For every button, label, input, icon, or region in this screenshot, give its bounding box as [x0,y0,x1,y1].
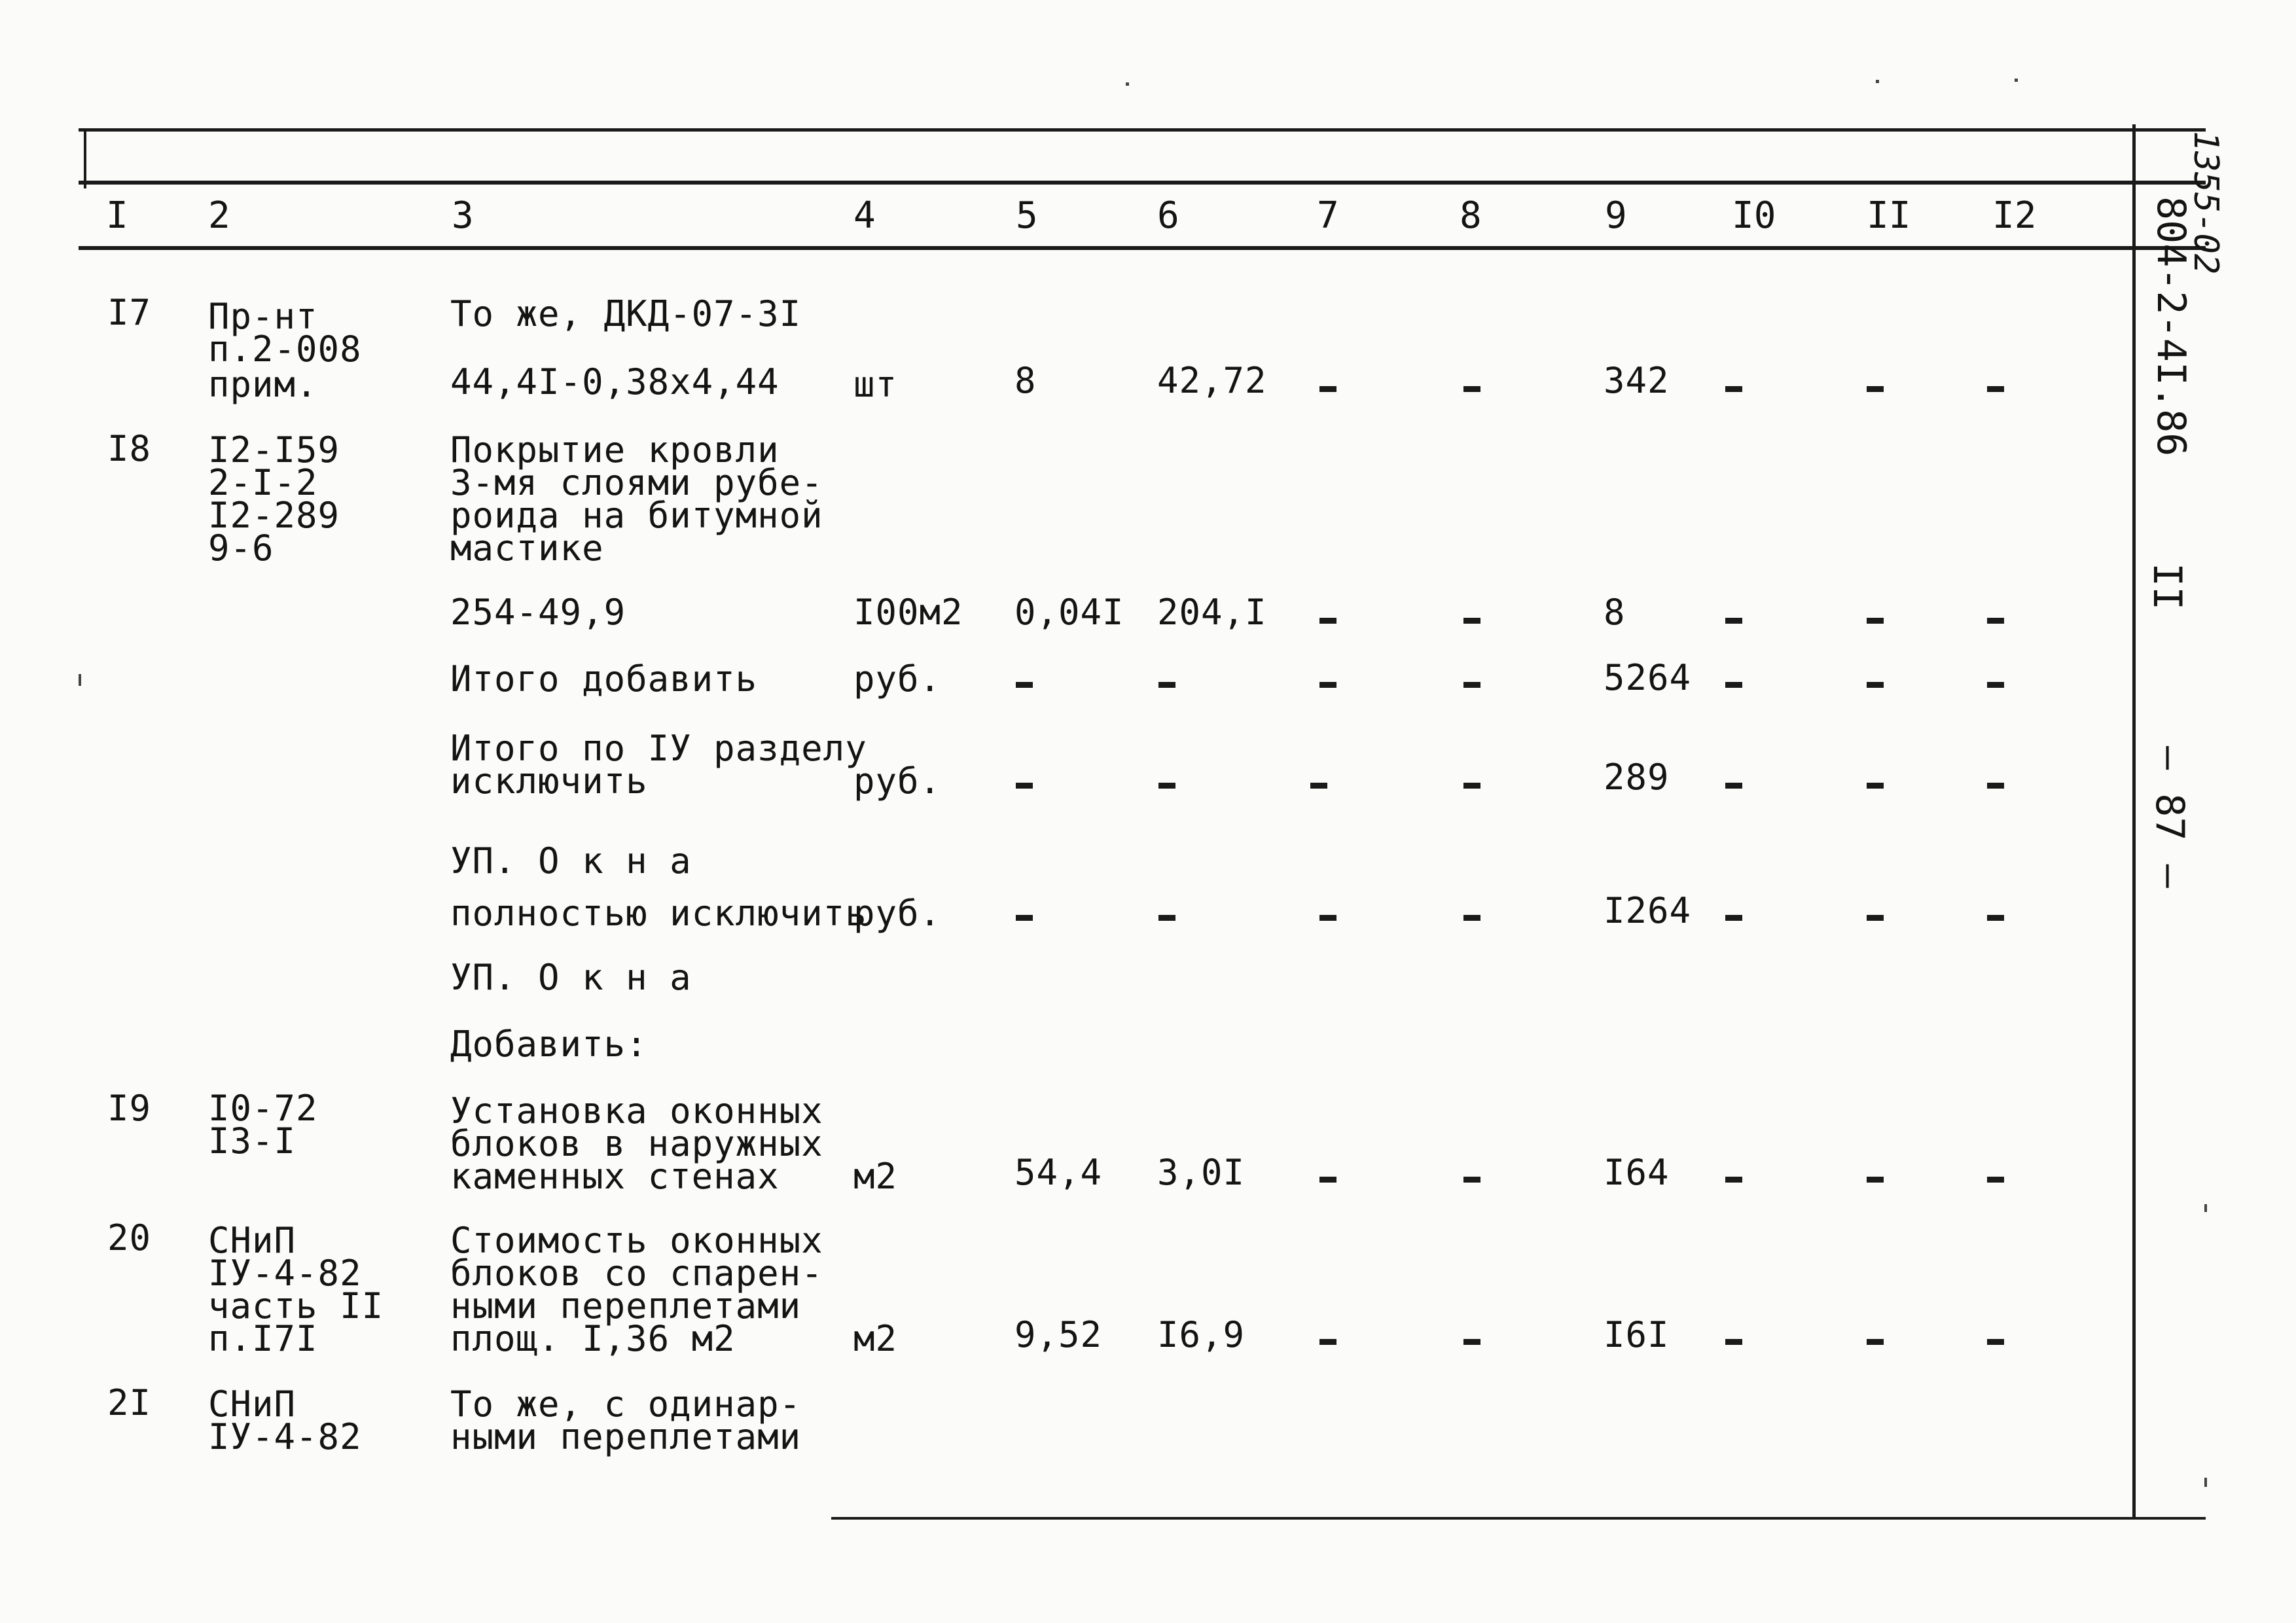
description-line: То же, ДКД-07-3I [450,293,802,334]
unit-cell: руб. [853,893,942,934]
value-col8-dash [1463,1339,1480,1345]
value-col6: 204,I [1157,592,1267,633]
code-line: I0-72 [208,1088,318,1129]
section-heading: УП. О к н а [450,840,692,882]
value-col9: 342 [1604,360,1670,401]
value-col8-dash [1463,386,1480,392]
value-col5: 54,4 [1014,1152,1103,1193]
description-line: ными переплетами [450,1285,802,1327]
value-col6-dash [1158,783,1175,789]
top-border-line [79,128,2206,132]
value-col9: 5264 [1604,657,1692,698]
col-header-10: I0 [1732,194,1776,237]
row-number: I7 [107,292,152,333]
value-col8-dash [1463,783,1480,789]
unit-cell: руб. [853,658,942,700]
value-col9: I6I [1604,1314,1670,1355]
value-col11-dash [1867,618,1884,624]
col-header-8: 8 [1460,194,1482,237]
document-code: 804-2-4I.86 [2148,196,2194,457]
value-col12-dash [1987,783,2004,789]
value-col12-dash [1987,915,2004,921]
value-col12-dash [1987,682,2004,688]
col-header-11: II [1867,194,1911,237]
code-line: СНиП [208,1220,296,1261]
description-line: блоков со спарен- [450,1253,823,1294]
value-col10-dash [1725,618,1742,624]
unit-cell: руб. [853,760,942,802]
value-col6: 42,72 [1157,360,1267,401]
right-margin-line [2132,124,2136,1518]
value-col7-dash [1319,682,1336,688]
description-line: 254-49,9 [450,592,626,633]
value-col10-dash [1725,386,1742,392]
scan-dot [1876,80,1879,83]
value-col11-dash [1867,386,1884,392]
section-heading: УП. О к н а [450,957,692,998]
value-col12-dash [1987,1339,2004,1345]
description-line: полностью исключить [450,893,867,934]
value-col9: 289 [1604,757,1670,798]
description-line: Покрытие кровли [450,429,780,471]
value-col10-dash [1725,783,1742,789]
scan-dot [2204,1478,2207,1487]
row-number: 2I [107,1382,152,1423]
value-col8-dash [1463,1177,1480,1183]
col-header-6: 6 [1157,194,1179,237]
value-col10-dash [1725,1339,1742,1345]
code-line: п.2-008 [208,329,362,370]
code-line: прим. [208,364,318,405]
scan-dot [79,674,81,686]
value-col11-dash [1867,1339,1884,1345]
value-col10-dash [1725,1177,1742,1183]
code-line: IУ-4-82 [208,1416,362,1457]
code-line: СНиП [208,1383,296,1425]
value-col7-dash [1319,386,1336,392]
sheet-marker: II [2144,563,2190,611]
value-col12-dash [1987,386,2004,392]
value-col8-dash [1463,618,1480,624]
unit-cell: м2 [853,1156,898,1197]
scan-dot [2204,1204,2207,1212]
value-col6: I6,9 [1157,1314,1246,1355]
scan-dot [2015,79,2018,82]
scan-dot [1126,82,1129,86]
value-col5: 0,04I [1014,592,1124,633]
value-col9: I64 [1604,1152,1670,1193]
description-line: Итого по IУ разделу [450,728,867,769]
add-heading: Добавить: [450,1024,648,1065]
value-col9: I264 [1604,890,1692,931]
description-line: роида на битумной [450,495,823,536]
value-col5-dash [1016,682,1033,688]
col-header-12: I2 [1992,194,2037,237]
code-line: I3-I [208,1120,296,1162]
value-col6-dash [1158,915,1175,921]
value-col8-dash [1463,682,1480,688]
col-header-7: 7 [1317,194,1339,237]
value-col8-dash [1463,915,1480,921]
value-col12-dash [1987,1177,2004,1183]
description-line: каменных стенах [450,1156,780,1197]
description-line: 3-мя слоями рубе- [450,462,823,503]
description-line: площ. I,36 м2 [450,1318,736,1359]
value-col11-dash [1867,915,1884,921]
description-line: Стоимость оконных [450,1220,823,1261]
row-number: 20 [107,1217,152,1258]
description-line: мастике [450,527,604,569]
value-col5-dash [1016,915,1033,921]
handwritten-code: 1355-02 [2186,131,2225,275]
value-col5: 9,52 [1014,1314,1103,1355]
description-line: 44,4I-0,38х4,44 [450,361,780,402]
code-line: I2-289 [208,495,340,536]
col-header-5: 5 [1016,194,1038,237]
value-col11-dash [1867,682,1884,688]
value-col5: 8 [1014,360,1037,401]
bottom-border-line [831,1517,2206,1520]
col-header-1: I [106,194,128,237]
description-line: исключить [450,760,648,802]
col-header-2: 2 [208,194,230,237]
value-col9: 8 [1604,592,1626,633]
col-header-3: 3 [452,194,474,237]
code-line: I2-I59 [208,429,340,471]
code-line: Пр-нт [208,296,318,337]
value-col7-dash [1319,1339,1336,1345]
row-number: I9 [107,1088,152,1129]
value-col12-dash [1987,618,2004,624]
header-top-line [79,181,2206,185]
value-col10-dash [1725,682,1742,688]
value-col11-dash [1867,783,1884,789]
page-number: — 87 — [2147,746,2193,888]
unit-cell: м2 [853,1318,898,1359]
description-line: блоков в наружных [450,1123,823,1164]
header-bottom-line [79,246,2206,250]
unit-cell: I00м2 [853,592,963,633]
value-col6-dash [1158,682,1175,688]
unit-cell: шт [853,364,898,405]
value-col6: 3,0I [1157,1152,1246,1193]
col-header-9: 9 [1605,194,1627,237]
col-header-4: 4 [853,194,876,237]
code-line: IУ-4-82 [208,1253,362,1294]
value-col7-dash [1319,1177,1336,1183]
value-col5-dash [1016,783,1033,789]
code-line: п.I7I [208,1318,318,1359]
value-col10-dash [1725,915,1742,921]
row-number: I8 [107,428,152,469]
code-line: 2-I-2 [208,462,318,503]
code-line: часть II [208,1285,384,1327]
code-line: 9-6 [208,527,274,569]
description-line: ными переплетами [450,1416,802,1457]
value-col7-dash [1319,915,1336,921]
value-col11-dash [1867,1177,1884,1183]
left-margin-line [84,130,86,188]
description-line: Итого добавить [450,658,758,700]
value-col7-dash [1319,618,1336,624]
description-line: То же, с одинар- [450,1383,802,1425]
description-line: Установка оконных [450,1090,823,1132]
value-col7-dash [1310,783,1327,789]
